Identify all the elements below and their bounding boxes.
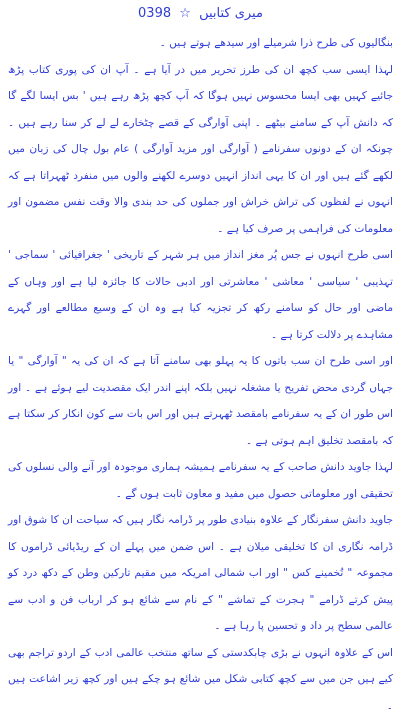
- paragraph-5: لہذا جاوید دانش صاحب کے یہ سفرنامے ہمیشہ ہماری موجودہ اور آنے والی نسلوں کی تحقیقی اور معلوماتی حصول میں مفید و معاون ثابت ہوں گے ۔: [8, 454, 393, 507]
- body-text: [8, 30, 393, 719]
- paragraph-7: اس کے علاوہ انہوں نے بڑی چابکدستی کے ساتھ منتخب عالمی ادب کے اردو تراجم بھی کیے ہیں جن میں سے کچھ کتابی شکل میں شائع ہو چکے ہیں اور کچھ زیر اشاعت ہیں ۔: [8, 640, 393, 719]
- paragraph-6: جاوید دانش سفرنگار کے علاوہ بنیادی طور پر ڈرامہ نگار ہیں کہ سیاحت ان کا شوق اور ڈرامہ نگاری ان کا تخلیقی میلان ہے ۔ اس ضمن میں پہلے ان کے ریڈیائی ڈراموں کا مجموعہ " تُخمینے کس " اور اب شمالی امریکہ میں مقیم تارکین وطن کے دکھ درد کو پیش کرتے ڈرامے " ہجرت کے تماشے " کے نام سے شائع ہو کر ارباب فن و ادب سے عالمی سطح پر داد و تحسین پا رہا ہے ۔: [8, 507, 393, 640]
- star-icon: ☆: [179, 4, 191, 24]
- paragraph-1: بنگالیوں کی طرح ذرا شرمیلے اور سیدھے ہوتے ہیں ۔: [8, 30, 393, 57]
- page-title: میری کتابیں: [199, 4, 263, 24]
- page-number: 0398: [138, 4, 171, 24]
- paragraph-3: اسی طرح انہوں نے جس پُر مغز انداز میں ہر شہر کے تاریخی ' جغرافیائی ' سماجی ' تہذیبی ' سیاسی ' معاشی ' معاشرتی اور ادبی حالات کا جائزہ لیا ہے اور وہاں کے ماضی اور حال کو سامنے رکھ کر تجزیہ کیا ہے وہ ان کے وسیع مطالعے اور گہرے مشاہدے پر دلالت کرتا ہے ۔: [8, 242, 393, 348]
- paragraph-2: لہذا ایسی سب کچھ ان کی طرز تحریر میں در آیا ہے ۔ آپ ان کی پوری کتاب پڑھ جائیے کہیں بھی ایسا محسوس نہیں ہوگا کہ آپ کچھ پڑھ رہے ہیں ' بس ایسا لگے گا کہ دانش آپ کے سامنے بیٹھے ۔ اپنی آوارگی کے قصے چٹخارے لے لے کر سنا رہے ہیں ۔ چونکہ ان کے دونوں سفرنامے ( آوارگی اور مزید آوارگی ) عام بول چال کی زبان میں لکھے گئے ہیں اور ان کا یہی انداز انہیں دوسرے لکھنے والوں میں منفرد ٹھہراتا ہے کہ انہوں نے لفظوں کی تراش خراش اور جملوں کی حد بندی والا وقت نفس مضمون اور معلومات کی فراہمی پر صرف کیا ہے ۔: [8, 57, 393, 243]
- paragraph-4: اور اسی طرح ان سب باتوں کا یہ پہلو بھی سامنے آتا ہے کہ ان کی یہ " آوارگی " یا جہاں گردی محض تفریح یا مشغلہ نہیں بلکہ اپنے اندر ایک مقصدیت لیے ہوئے ہے ۔ اور اس طور ان کے یہ سفرنامے بامقصد ٹھہرتے ہیں اور اس بات سے کون انکار کر سکتا ہے کہ بامقصد تخلیق اہم ہوتی ہے ۔: [8, 348, 393, 454]
- page-header: [8, 4, 393, 24]
